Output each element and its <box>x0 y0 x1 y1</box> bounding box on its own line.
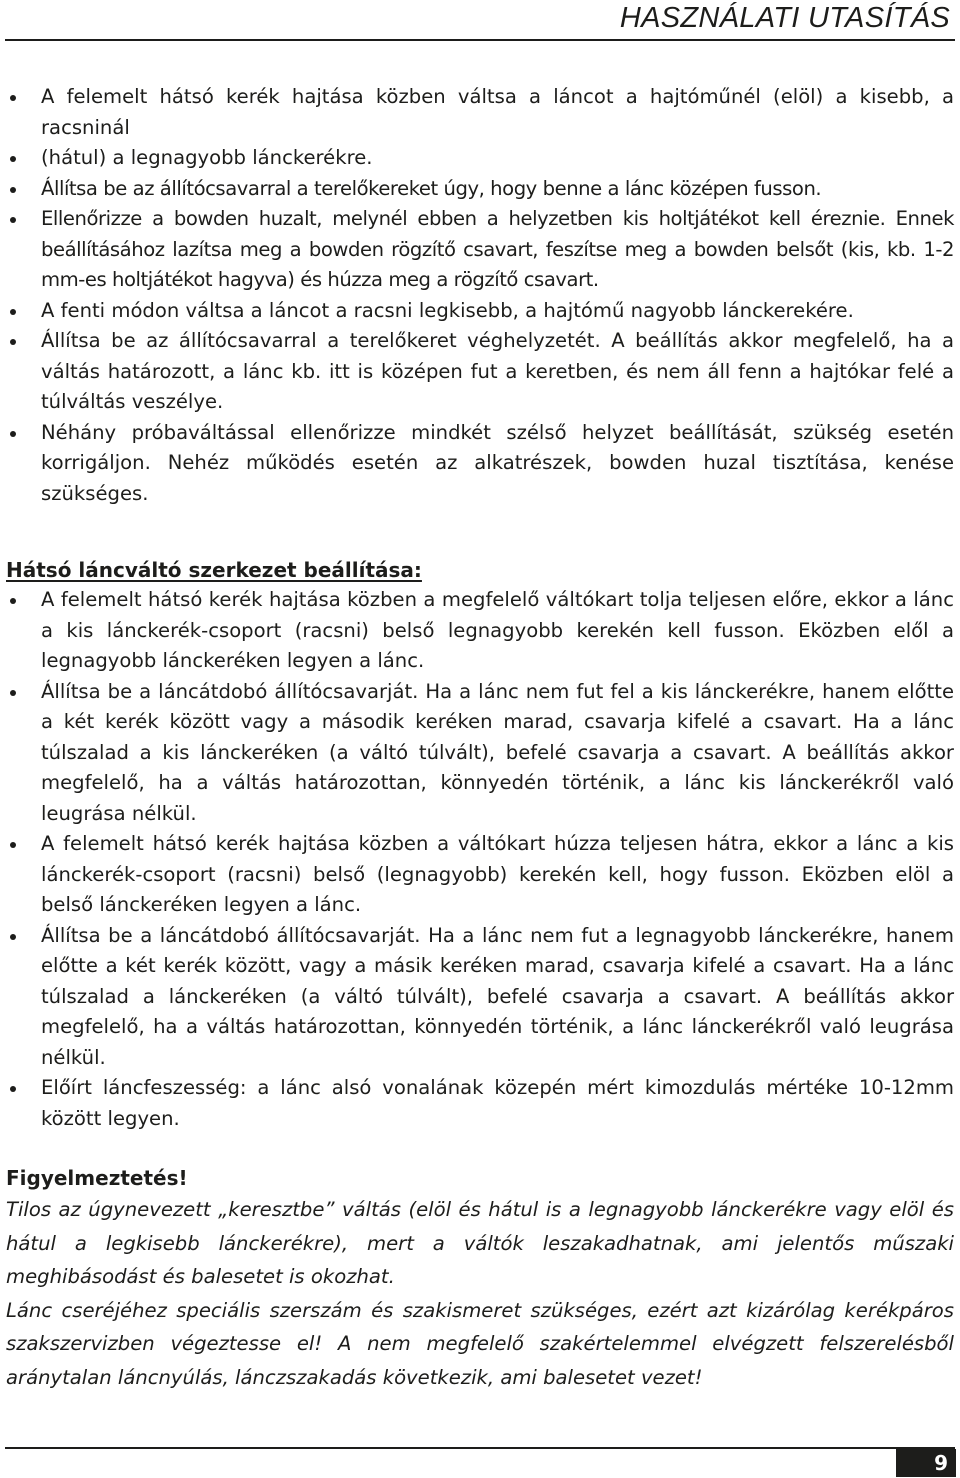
page-header-title: HASZNÁLATI UTASÍTÁS <box>619 2 950 34</box>
header-divider <box>5 39 955 41</box>
warning-paragraph: Tilos az úgynevezett „keresztbe” váltás (elöl és hátul is a legnagyobb lánckerékre vagy elöl és hátul a legkisebb lánckerékre), mert a váltók leszakadhatnak, ami jelentős műszaki meghibásodást és balesetet is okozhat. <box>6 1198 954 1288</box>
list-item: A fenti módon váltsa a láncot a racsni legkisebb, a hajtómű nagyobb lánckerekére. <box>6 296 954 327</box>
rear-derailleur-list <box>6 585 954 1134</box>
page-number: 9 <box>896 1449 956 1477</box>
list-item: A felemelt hátsó kerék hajtása közben a váltókart húzza teljesen hátra, ekkor a lánc a kis lánckerék-csoport (racsni) belső (legnagyobb) kerekén kell, hogy fusson. Eközben elöl a belső lánckeréken legyen a lánc. <box>6 829 954 921</box>
warning-paragraph: Lánc cseréjéhez speciális szerszám és szakismeret szükséges, ezért azt kizárólag kerékpáros szakszervizben végeztesse el! A nem megfelelő szakértelemmel elvégzett felszerelésből aránytalan láncnyúlás, lánczszakadás következik, ami balesetet vezet! <box>6 1298 954 1389</box>
warning-heading: Figyelmeztetés! <box>6 1166 188 1190</box>
list-item: Előírt láncfeszesség: a lánc alsó vonalának közepén mért kimozdulás mértéke 10-12mm között legyen. <box>6 1073 954 1134</box>
front-derailleur-list <box>6 82 954 509</box>
section-heading: Hátsó láncváltó szerkezet beállítása: <box>6 558 422 582</box>
list-item: A felemelt hátsó kerék hajtása közben a megfelelő váltókart tolja teljesen előre, ekkor a lánc a kis lánckerék-csoport (racsni) belső legnagyobb kerekén kell fusson. Eközben elől a legnagyobb lánckeréken legyen a lánc. <box>6 585 954 677</box>
list-item: Ellenőrizze a bowden huzalt, melynél ebben a helyzetben kis holtjátékot kell éreznie. Ennek beállításához lazítsa meg a bowden rögzítő csavart, feszítse meg a bowden belsőt (kis, kb. 1-2 mm-es holtjátékot hagyva) és húzza meg a rögzítő csavart. <box>6 204 954 296</box>
list-item: Állítsa be a láncátdobó állítócsavarját. Ha a lánc nem fut a legnagyobb lánckerékre, hanem előtte a két kerék között, vagy a másik keréken marad, csavarja kifelé a csavart. Ha a lánc túlszalad a lánckeréken (a váltó túlvált), befelé csavarja a csavart. A beállítás akkor megfelelő, ha a váltás határozottan, könnyedén történik, a lánc lánckerékről való leugrása nélkül. <box>6 921 954 1074</box>
footer-divider <box>5 1447 955 1449</box>
list-item: Állítsa be az állítócsavarral a terelőkeret véghelyzetét. A beállítás akkor megfelelő, ha a váltás határozott, a lánc kb. itt is középen fut a keretben, és nem áll fenn a hajtókar felé a túlváltás veszélye. <box>6 326 954 418</box>
list-item: (hátul) a legnagyobb lánckerékre. <box>6 143 954 174</box>
list-item: Néhány próbaváltással ellenőrizze mindkét szélső helyzet beállítását, szükség esetén korrigáljon. Nehéz működés esetén az alkatrészek, bowden huzal tisztítása, kenése szükséges. <box>6 418 954 510</box>
list-item: Állítsa be a láncátdobó állítócsavarját. Ha a lánc nem fut fel a kis lánckerékre, hanem előtte a két kerék között vagy a második keréken marad, csavarja kifelé a csavart. Ha a lánc túlszalad a kis lánckeréken (a váltó túlvált), befelé csavarja a csavart. A beállítás akkor megfelelő, ha a váltás határozottan, könnyedén történik, a lánc kis lánckerékről való leugrása nélkül. <box>6 677 954 830</box>
list-item: A felemelt hátsó kerék hajtása közben váltsa a láncot a hajtóműnél (elöl) a kisebb, a racsninál <box>6 82 954 143</box>
list-item: Állítsa be az állítócsavarral a terelőkereket úgy, hogy benne a lánc középen fusson. <box>6 174 954 205</box>
document-body <box>6 82 954 1394</box>
